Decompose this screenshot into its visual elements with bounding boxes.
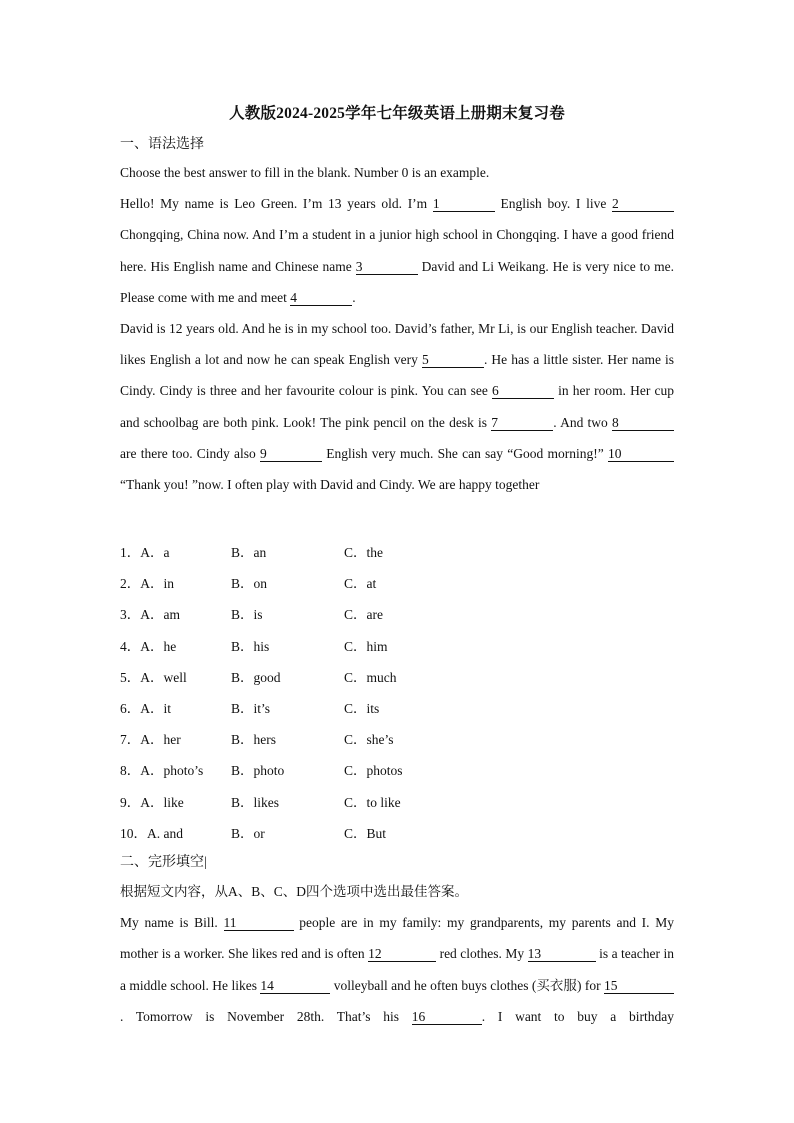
blank-6: 6 xyxy=(492,383,554,399)
blank-4: 4 xyxy=(290,290,352,306)
section1-passage xyxy=(120,157,674,500)
option-c[interactable]: C．are xyxy=(344,607,383,623)
section2-instruction: 根据短文内容，从A、B、C、D四个选项中选出最佳答案。 xyxy=(120,884,469,899)
section2-passage xyxy=(120,876,674,1032)
option-c[interactable]: C．at xyxy=(344,576,377,592)
option-b[interactable]: B．on xyxy=(231,576,268,592)
option-b[interactable]: B．likes xyxy=(231,794,280,810)
option-c[interactable]: C．much xyxy=(344,669,397,685)
option-c[interactable]: C．the xyxy=(344,545,383,560)
section1-heading: 一、语法选择 xyxy=(120,137,204,152)
option-c[interactable]: C．to like xyxy=(344,794,401,810)
blank-14: 14 xyxy=(260,978,330,994)
section1-instruction: Choose the best answer to fill in the blank. Number 0 is an example. xyxy=(120,165,490,180)
option-a[interactable]: A．it xyxy=(140,700,172,716)
option-c[interactable]: C．its xyxy=(344,700,380,716)
option-b[interactable]: B．good xyxy=(231,669,281,685)
option-c[interactable]: C．photos xyxy=(344,763,403,779)
section1-paragraph-1: Hello! My name is Leo Green. I’m 13 years old. I’m 1 English boy. I live 2 Chongqing, China now. And I’m a student in a junior high school in Chongqing. I have a good friend here. His English name and Chinese name 3 David and Li Weikang. He is very nice to me. Please come with me and meet 4 . xyxy=(120,196,674,305)
option-b[interactable]: B．is xyxy=(231,607,263,623)
section1-paragraph-2: David is 12 years old. And he is in my school too. David’s father, Mr Li, is our English teacher. David likes English a lot and now he can speak English very 5 . He has a little sister. Her name is Cindy. Cindy is three and her favourite colour is pink. You can see 6 in her room. Her cup and schoolbag are both pink. Look! The pink pencil on the desk is 7 . And two 8 are there too. Cindy also 9 English very much. She can say “Good morning!” 10 “Thank you! ”now. I often play with David and Cindy. We are happy together xyxy=(120,321,675,493)
option-a[interactable]: A．a xyxy=(140,545,170,560)
blank-15: 15 xyxy=(604,978,674,994)
exam-page: 人教版2024-2025学年七年级英语上册期末复习卷 一、语法选择 Choose the best answer to fill in the blank. Number 0 is an example. Hello! My name is Leo Green. I’m 13 years old. I’m 1 English boy. I live 2 Chongqing, China now. And I’m a student in a junior high school in Chongqing. I have a good friend here. His English name and Chinese name 3 David and Li Weikang. He is very nice to me. Please come with me and meet 4 . David is 12 years old. And he is in my school too. David’s father, Mr Li, is our English teacher. David likes English a lot and now he can speak English very 5 . He has a little sister. Her name is Cindy. Cindy is three and her favourite colour is pink. You can see 6 in her room. Her cup and schoolbag are both pink. Look! The pink pencil on the desk is 7 . And two 8 are there too. Cindy also 9 English very much. She can say “Good morning!” 10 “Thank you! ”now. I often play with David and Cindy. We are happy together 1．A．a B．an C．the 2．A．in B．on C．at 3．A．am B．is C．are 4．A．he B．his C．him 5．A．well B．good C．much 6．A．it B．it’s C．its 7．A．her B．hers C．she’s 8．A．photo’s B．photo C．photos 9．A．like B．likes C．to like 10．A. and B．or C．But 二、完形填空| 根据短文内容，从A、B、C、D四个选项中选出最佳答案。 My name is Bill. 11 people are in my family: my grandparents, my parents and I. My mother is a worker. She likes red and is often 12 red clothes. My 13 is a teacher in a middle school. He likes 14 volleyball and he often buys clothes (买衣服) for 15. Tomorrow is November 28th. That’s his 16 . I want to buy a birthday xyxy=(0,0,794,1123)
blank-7: 7 xyxy=(491,415,553,431)
blank-9: 9 xyxy=(260,446,322,462)
blank-5: 5 xyxy=(422,352,484,368)
blank-1: 1 xyxy=(433,196,495,212)
option-c[interactable]: C．But xyxy=(344,825,387,841)
option-a[interactable]: A．he xyxy=(140,638,177,654)
option-c[interactable]: C．him xyxy=(344,638,388,654)
blank-2: 2 xyxy=(612,196,674,212)
blank-10: 10 xyxy=(608,446,674,462)
option-a[interactable]: A．well xyxy=(140,669,187,685)
option-b[interactable]: B．or xyxy=(231,825,265,841)
section2-paragraph-1: My name is Bill. 11 people are in my family: my grandparents, my parents and I. My mother is a worker. She likes red and is often 12 red clothes. My 13 is a teacher in a middle school. He likes 14 volleyball and he often buys clothes (买衣服) for 15. Tomorrow is November 28th. That’s his 16 . I want to buy a birthday xyxy=(120,915,675,1024)
option-b[interactable]: B．photo xyxy=(231,763,285,779)
option-a[interactable]: A. and xyxy=(147,825,183,841)
blank-8: 8 xyxy=(612,415,674,431)
option-b[interactable]: B．an xyxy=(231,545,267,560)
blank-3: 3 xyxy=(356,259,418,275)
option-b[interactable]: B．it’s xyxy=(231,700,271,716)
blank-13: 13 xyxy=(528,946,596,962)
option-a[interactable]: A．in xyxy=(140,576,174,592)
blank-16: 16 xyxy=(412,1009,482,1025)
section2-heading: 二、完形填空| xyxy=(120,855,207,870)
option-b[interactable]: B．his xyxy=(231,638,270,654)
option-b[interactable]: B．hers xyxy=(231,732,276,748)
option-a[interactable]: A．photo’s xyxy=(140,763,204,779)
option-a[interactable]: A．her xyxy=(140,732,181,748)
blank-12: 12 xyxy=(368,946,436,962)
option-c[interactable]: C．she’s xyxy=(344,732,394,748)
option-a[interactable]: A．like xyxy=(140,794,184,810)
blank-11: 11 xyxy=(224,915,294,931)
page-title: 人教版2024-2025学年七年级英语上册期末复习卷 xyxy=(229,105,565,122)
option-a[interactable]: A．am xyxy=(140,607,180,623)
